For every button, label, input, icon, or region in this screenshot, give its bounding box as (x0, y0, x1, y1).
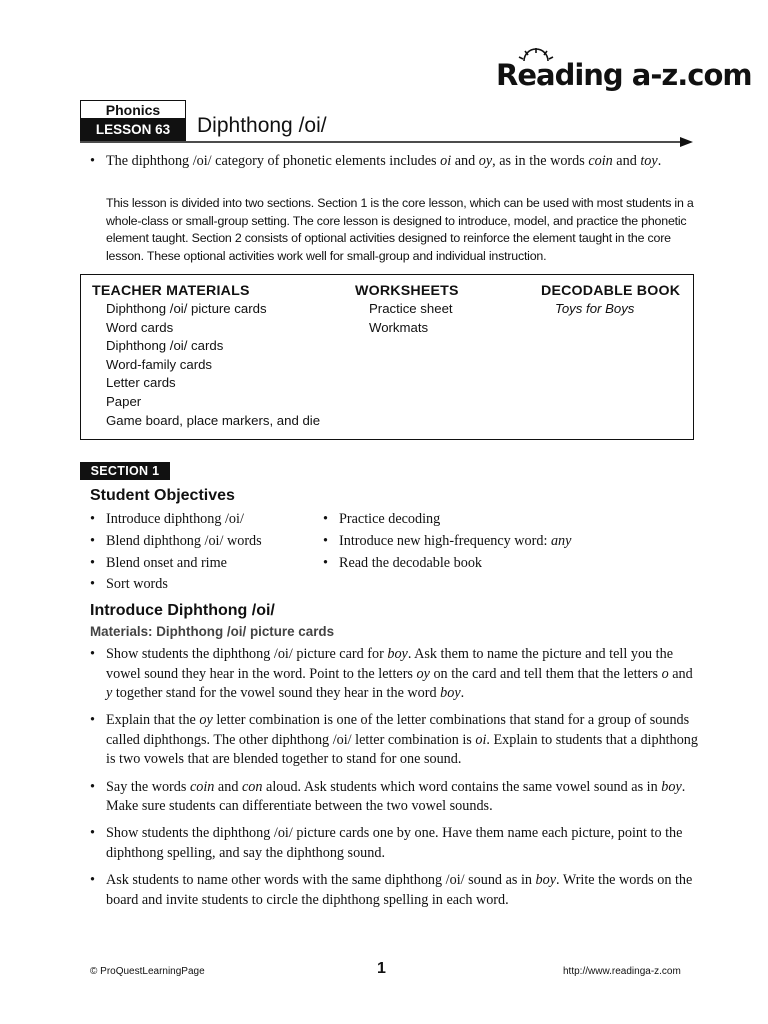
bullet-dot: • (90, 712, 95, 729)
text-run: and (612, 153, 641, 169)
bullet-dot: • (90, 646, 95, 662)
list-item (90, 645, 700, 704)
text-run: . (657, 153, 662, 169)
bullet-dot: • (90, 153, 95, 169)
text-run: . (460, 685, 465, 702)
bullet-dot: • (90, 511, 95, 527)
list-item (90, 509, 262, 531)
bullet-dot: • (90, 825, 95, 842)
lesson-steps-list (90, 645, 700, 918)
emphasized-text: coin (588, 153, 613, 169)
text-run: and (668, 665, 693, 682)
header-rule-arrow (80, 136, 694, 148)
bullet-dot: • (90, 576, 95, 593)
list-item: Diphthong /oi/ picture cards (106, 301, 267, 316)
introduce-heading: Introduce Diphthong /oi/ (90, 602, 275, 619)
intro-bullet (90, 152, 690, 172)
text-run: Show students the diphthong /oi/ picture card for (106, 646, 388, 662)
worksheets-column (355, 283, 459, 337)
list-item: Diphthong /oi/ cards (106, 338, 224, 354)
bullet-dot: • (90, 778, 95, 795)
decodable-book-heading: DECODABLE BOOK (541, 283, 681, 299)
worksheets-list (355, 300, 459, 337)
list-item: Letter cards (106, 375, 176, 391)
text-run: and (451, 153, 479, 169)
lesson-number: LESSON 63 (80, 119, 186, 141)
emphasized-text: boy (440, 685, 461, 702)
list-item (90, 871, 700, 910)
objectives-right-list (323, 509, 571, 574)
teacher-materials-list (92, 300, 320, 430)
footer-url[interactable]: http://www.readinga-z.com (563, 966, 681, 977)
intro-bullet-text (90, 152, 690, 172)
list-item (323, 531, 571, 553)
text-run: Ask students to name other words with the same diphthong /oi/ sound as in (106, 871, 536, 888)
objectives-heading: Student Objectives (90, 487, 235, 504)
emphasized-text: coin (189, 778, 215, 795)
list-item (90, 531, 262, 553)
list-item: Workmats (369, 319, 429, 335)
section-1-tag: SECTION 1 (80, 462, 170, 480)
bullet-dot: • (323, 511, 328, 527)
lesson-title: Diphthong /oi/ (197, 114, 327, 137)
category-label: Phonics (80, 100, 186, 119)
list-item-text: Blend onset and rime (106, 554, 227, 571)
text-run: . Ask them to name the picture and tell you the vowel sound they hear in the word. Point to the letters (106, 646, 674, 682)
text-run: and (214, 778, 242, 795)
emphasized-text: o (661, 665, 669, 682)
list-item: Practice sheet (369, 301, 453, 316)
reading-az-logo (496, 48, 752, 98)
worksheets-heading: WORKSHEETS (355, 283, 459, 299)
emphasized-text: boy (535, 871, 557, 888)
logo-text: Reading a-z.com (496, 58, 752, 92)
list-item-text: Sort words (106, 576, 168, 593)
decodable-book-column (541, 283, 680, 319)
list-item: Word-family cards (106, 356, 213, 372)
list-item (90, 778, 700, 817)
text-run: aloud. Ask students which word contains the same vowel sound as in (262, 778, 662, 795)
list-item: Toys for Boys (555, 301, 635, 316)
materials-box (80, 274, 694, 440)
decodable-book-list (541, 300, 680, 319)
text-run: Introduce new high-frequency word: (339, 532, 551, 549)
teacher-materials-column (92, 283, 320, 430)
bullet-dot: • (90, 871, 95, 888)
text-run: , as in the words (492, 153, 589, 169)
page-number: 1 (377, 960, 386, 977)
bullet-dot: • (90, 532, 95, 549)
text-run: . Explain to students that a diphthong is two vowels that are blended together to stand for one sound. (106, 731, 698, 768)
text-run: Say the words (106, 778, 190, 795)
text-run: letter combination is one of the letter combinations that stand for a group of sounds called diphthongs. The other diphthong /oi/ letter combination is (106, 712, 690, 748)
emphasized-text: oy (478, 153, 493, 169)
text-run: Explain that the (106, 712, 200, 729)
bullet-dot: • (90, 554, 95, 571)
text-run: together stand for the vowel sound they hear in the word (112, 685, 441, 702)
emphasized-text: toy (640, 153, 658, 169)
text-run: . Make sure students can differentiate between the two vowel sounds. (106, 778, 686, 815)
text-run: Show students the diphthong /oi/ picture cards one by one. Have them name each picture, point to the diphthong spelling, and say the diphthong sound. (106, 825, 683, 861)
text-run: Read the decodable book (339, 554, 483, 571)
emphasized-text: y (106, 685, 113, 702)
text-run: . Write the words on the board and invite students to circle the diphthong spelling in each word. (106, 871, 693, 908)
list-item (323, 553, 571, 575)
emphasized-text: boy (661, 778, 682, 795)
text-run: The diphthong /oi/ category of phonetic elements includes (106, 153, 441, 169)
text-run: on the card and tell them that the letters (429, 665, 662, 682)
list-item (90, 711, 700, 770)
emphasized-text: oi (440, 153, 452, 169)
list-item-text: Introduce diphthong /oi/ (106, 511, 244, 527)
materials-line: Materials: Diphthong /oi/ picture cards (90, 624, 335, 639)
list-item: Game board, place markers, and die (106, 412, 321, 428)
teacher-materials-heading: TEACHER MATERIALS (92, 283, 250, 299)
bullet-dot: • (323, 554, 328, 571)
footer-copyright: © ProQuestLearningPage (90, 966, 205, 977)
bullet-dot: • (323, 532, 328, 549)
list-item: Paper (106, 393, 142, 409)
objectives-left-list (90, 509, 262, 596)
list-item (90, 553, 262, 575)
list-item (90, 824, 700, 863)
emphasized-text: oy (416, 665, 430, 682)
emphasized-text: any (550, 532, 572, 549)
list-item (90, 574, 262, 596)
emphasized-text: oi (475, 731, 487, 748)
list-item (323, 509, 571, 531)
emphasized-text: con (241, 778, 263, 795)
intro-paragraph: This lesson is divided into two sections. Section 1 is the core lesson, which can be used with most students in a whole-class or small-group setting. The core lesson is designed to introduce, model, and practice the phonetic element taught. Section 2 consists of optional activities designed to reinforce the element taught in the core lesson. These optional activities work well for small-group and individual instruction. (106, 196, 694, 263)
emphasized-text: boy (387, 646, 408, 662)
list-item: Word cards (106, 319, 174, 335)
text-run: Practice decoding (339, 511, 441, 527)
list-item-text: Blend diphthong /oi/ words (106, 532, 262, 549)
emphasized-text: oy (199, 712, 213, 729)
